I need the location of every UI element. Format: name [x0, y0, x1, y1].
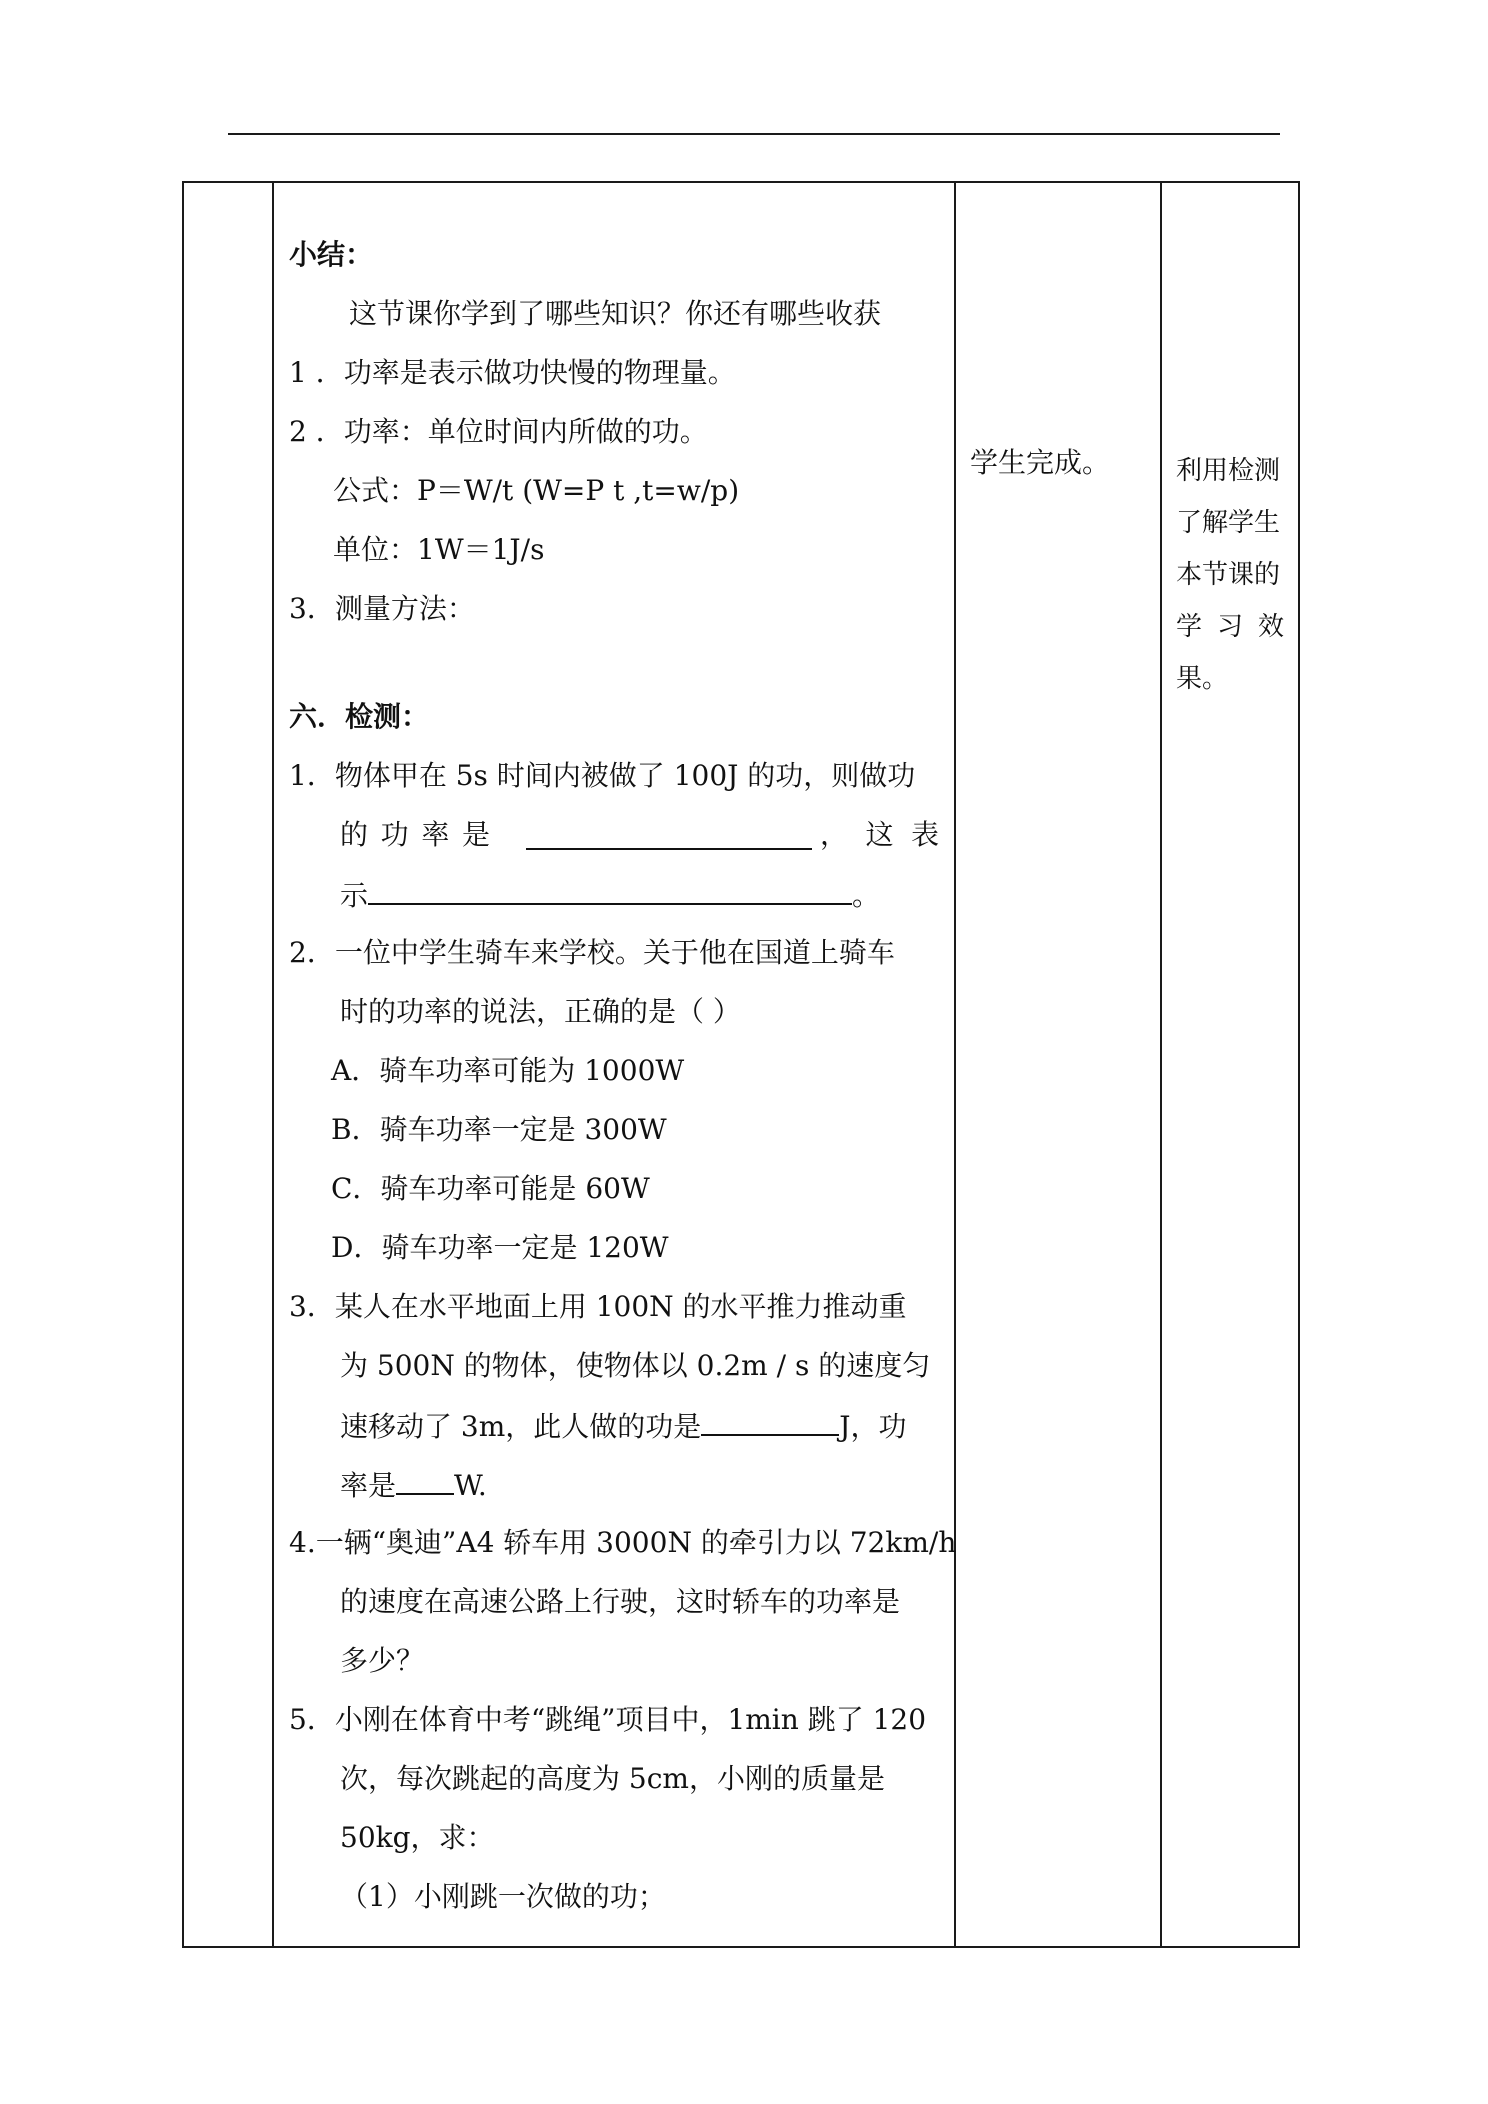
word: 表: [910, 818, 939, 851]
answer-blank[interactable]: [396, 1467, 454, 1495]
lesson-table: [182, 181, 1300, 1948]
line-text: 率是: [340, 1469, 397, 1502]
option-c: C．骑车功率可能是 60W: [331, 1172, 650, 1205]
line-text: 。: [852, 879, 881, 912]
question-3-line: [340, 1408, 907, 1444]
question-3-line: 为 500N 的物体，使物体以 0.2m / s 的速度匀: [340, 1349, 931, 1382]
student-activity-cell: [956, 183, 1160, 1946]
question-1-words: [340, 818, 490, 852]
test-heading: 六．检测：: [289, 700, 430, 733]
question-4-line: 多少？: [340, 1644, 425, 1677]
option-d: D．骑车功率一定是 120W: [331, 1231, 669, 1264]
question-1-line: 1．物体甲在 5s 时间内被做了 100J 的功，则做功: [289, 759, 916, 792]
summary-item: 3．测量方法：: [289, 592, 475, 625]
formula-line: 公式：P＝W/t (W=P t ,t=w/p): [333, 474, 740, 507]
question-1-line: [340, 877, 880, 913]
word: ，: [820, 818, 849, 851]
word: 是: [461, 818, 490, 851]
unit-line: 单位：1W＝1J/s: [333, 533, 545, 566]
student-activity-text: 学生完成。: [970, 446, 1111, 479]
design-note-cell: [1162, 183, 1298, 1946]
question-1-words: [820, 818, 939, 852]
design-note-line: 利用检测: [1176, 456, 1281, 486]
summary-item: 1 ．功率是表示做功快慢的物理量。: [289, 356, 736, 389]
option-b: B．骑车功率一定是 300W: [331, 1113, 667, 1146]
question-2-line: 2．一位中学生骑车来学校。关于他在国道上骑车: [289, 936, 895, 969]
question-3-line: [340, 1467, 487, 1503]
line-text: 速移动了 3m，此人做的功是: [340, 1410, 702, 1443]
question-5-line: 次，每次跳起的高度为 5cm，小刚的质量是: [340, 1762, 885, 1795]
word: 功: [380, 818, 409, 851]
char: 学: [1176, 612, 1203, 642]
line-text: 示: [340, 879, 369, 912]
line-text: J，功: [839, 1410, 907, 1443]
question-5-line: 5．小刚在体育中考“跳绳”项目中，1min 跳了 120: [289, 1703, 927, 1736]
word: 率: [421, 818, 450, 851]
word: 的: [340, 818, 369, 851]
design-note-line: 本节课的: [1176, 560, 1281, 590]
design-note-line: 果。: [1176, 664, 1229, 694]
design-note-line: [1176, 611, 1284, 643]
answer-blank[interactable]: [368, 877, 852, 905]
content-cell: [274, 183, 957, 1946]
option-a: A．骑车功率可能为 1000W: [331, 1054, 685, 1087]
question-1-line: [340, 818, 939, 852]
question-4-line: 的速度在高速公路上行驶，这时轿车的功率是: [340, 1585, 901, 1618]
question-5-line: 50kg，求：: [340, 1821, 495, 1854]
char: 习: [1216, 612, 1243, 642]
design-note-line: 了解学生: [1176, 508, 1281, 538]
summary-heading: 小结：: [289, 238, 374, 271]
question-4-line: 4.一辆“奥迪”A4 轿车用 3000N 的牵引力以 72km/h: [289, 1526, 957, 1559]
char: 效: [1257, 612, 1284, 642]
header-rule: [228, 133, 1280, 135]
answer-blank[interactable]: [701, 1408, 839, 1436]
line-text: W.: [454, 1469, 487, 1502]
answer-blank[interactable]: [526, 822, 812, 850]
question-3-line: 3．某人在水平地面上用 100N 的水平推力推动重: [289, 1290, 907, 1323]
question-5-subitem: （1）小刚跳一次做的功；: [340, 1880, 666, 1913]
word: 这: [865, 818, 894, 851]
summary-prompt: 这节课你学到了哪些知识？你还有哪些收获: [349, 297, 882, 330]
summary-item: 2 ．功率：单位时间内所做的功。: [289, 415, 708, 448]
question-2-line: 时的功率的说法，正确的是（ ）: [340, 995, 741, 1028]
